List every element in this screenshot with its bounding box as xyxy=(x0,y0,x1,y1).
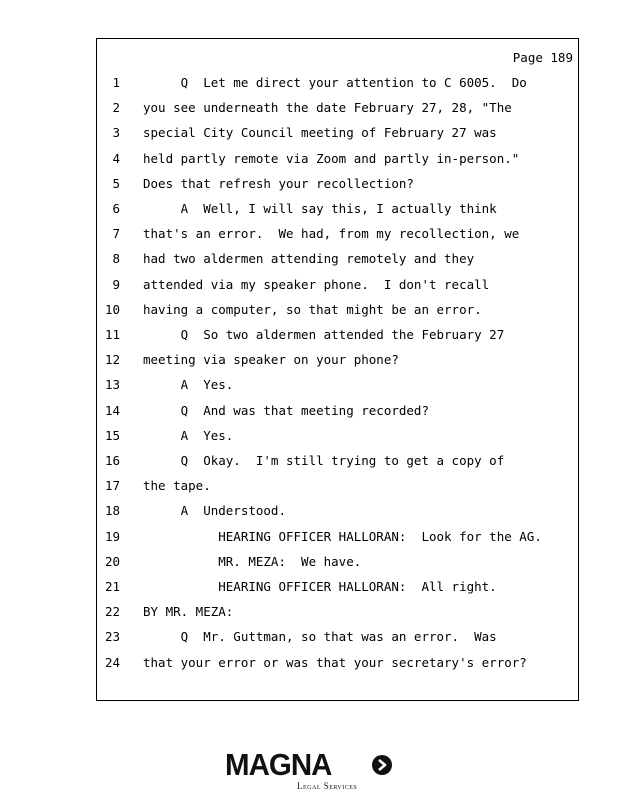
line-number: 6 xyxy=(112,201,120,216)
transcript-line xyxy=(97,627,577,647)
transcript-page xyxy=(96,38,579,701)
line-number: 23 xyxy=(104,629,120,645)
line-number: 24 xyxy=(104,654,120,670)
page-number: Page 189 xyxy=(512,50,573,65)
line-number: 22 xyxy=(104,604,120,620)
line-text: A Yes. xyxy=(143,427,234,443)
line-number: 3 xyxy=(112,125,120,141)
line-number: 13 xyxy=(104,377,120,393)
transcript-line xyxy=(97,501,577,521)
line-number: 11 xyxy=(104,327,120,342)
line-text: held partly remote via Zoom and partly in-person." xyxy=(143,150,520,166)
transcript-line xyxy=(97,174,577,194)
line-number: 18 xyxy=(104,503,120,519)
transcript-line xyxy=(97,552,577,572)
transcript-line xyxy=(97,451,577,471)
transcript-line xyxy=(97,476,577,496)
line-text: you see underneath the date February 27, 28, "The xyxy=(143,100,512,116)
transcript-line xyxy=(97,426,577,446)
logo-wordmark: MAGNA xyxy=(225,747,332,782)
transcript-line xyxy=(97,577,577,597)
line-text: attended via my speaker phone. I don't recall xyxy=(143,276,490,292)
line-number: 5 xyxy=(112,175,120,191)
transcript-line xyxy=(97,73,577,93)
line-text: A Yes. xyxy=(143,377,234,393)
transcript-line xyxy=(97,653,577,673)
line-text: A Understood. xyxy=(143,503,286,519)
transcript-line xyxy=(97,199,577,219)
transcript-line xyxy=(97,149,577,169)
line-number: 17 xyxy=(104,478,120,494)
line-number: 20 xyxy=(104,553,120,569)
transcript-line xyxy=(97,98,577,118)
transcript-line xyxy=(97,224,577,244)
line-number: 16 xyxy=(104,453,120,468)
line-text: HEARING OFFICER HALLORAN: Look for the AG. xyxy=(143,528,542,544)
line-text: had two aldermen attending remotely and they xyxy=(143,251,475,267)
magna-logo xyxy=(225,748,395,792)
line-number: 8 xyxy=(112,251,120,267)
line-text: Q So two aldermen attended the February 27 xyxy=(143,327,505,342)
logo-subtitle: Legal Services xyxy=(297,781,358,791)
line-number: 19 xyxy=(104,528,120,544)
line-number: 21 xyxy=(104,579,120,594)
line-text: Q Mr. Guttman, so that was an error. Was xyxy=(143,629,497,645)
transcript-line xyxy=(97,123,577,143)
line-text: Q And was that meeting recorded? xyxy=(143,402,429,418)
transcript-line xyxy=(97,325,577,345)
line-number: 4 xyxy=(112,150,120,166)
line-number: 7 xyxy=(112,226,120,242)
transcript-line xyxy=(97,375,577,395)
line-number: 2 xyxy=(112,100,120,116)
line-text: BY MR. MEZA: xyxy=(143,604,234,620)
transcript-line xyxy=(97,527,577,547)
line-text: that's an error. We had, from my recollection, we xyxy=(143,226,520,242)
transcript-line xyxy=(97,401,577,421)
transcript-line xyxy=(97,300,577,320)
line-number: 9 xyxy=(112,276,120,292)
line-text: having a computer, so that might be an error. xyxy=(143,301,482,317)
transcript-line xyxy=(97,249,577,269)
transcript-line xyxy=(97,602,577,622)
line-number: 14 xyxy=(104,402,120,418)
line-text: the tape. xyxy=(143,478,211,494)
transcript-line xyxy=(97,350,577,370)
transcript-line xyxy=(97,275,577,295)
line-text: that your error or was that your secretary's error? xyxy=(143,654,527,670)
line-text: MR. MEZA: We have. xyxy=(143,553,362,569)
line-number: 12 xyxy=(104,352,120,368)
line-text: A Well, I will say this, I actually think xyxy=(143,201,497,216)
line-text: meeting via speaker on your phone? xyxy=(143,352,399,368)
line-text: HEARING OFFICER HALLORAN: All right. xyxy=(143,579,497,594)
line-text: Q Let me direct your attention to C 6005. Do xyxy=(143,75,527,90)
line-number: 15 xyxy=(104,427,120,443)
line-number: 1 xyxy=(112,75,120,90)
line-text: Q Okay. I'm still trying to get a copy of xyxy=(143,453,505,468)
line-text: special City Council meeting of February 27 was xyxy=(143,125,497,141)
line-text: Does that refresh your recollection? xyxy=(143,175,414,191)
line-number: 10 xyxy=(104,301,120,317)
chevron-circle-icon xyxy=(371,754,393,776)
